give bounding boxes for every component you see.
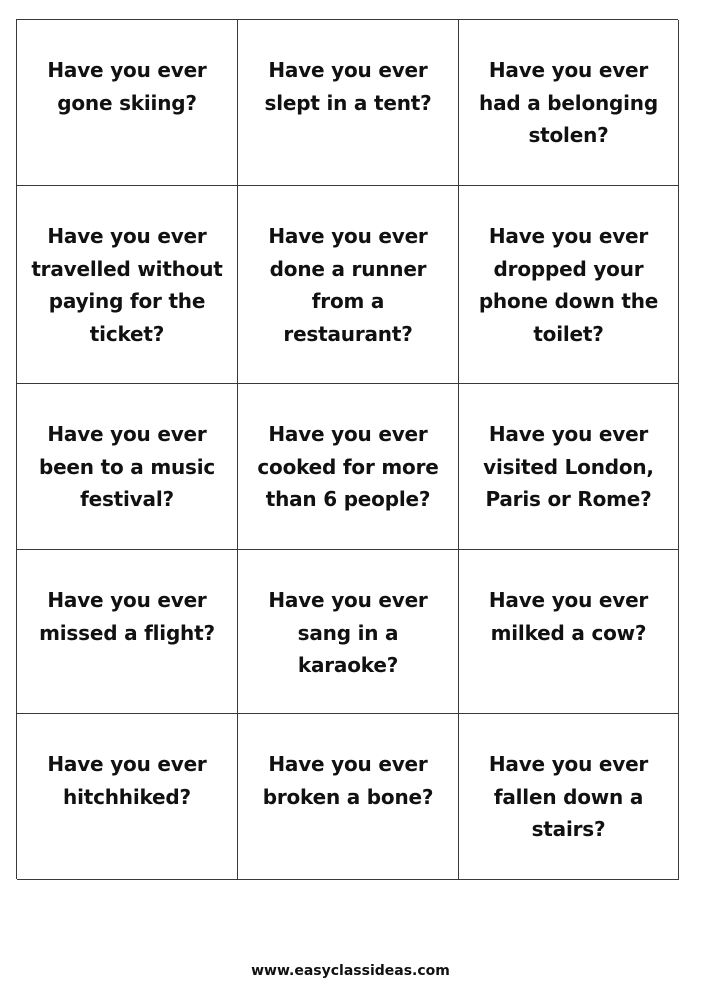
question-card <box>17 384 238 550</box>
question-card-text: Have you ever fallen down a stairs? <box>488 752 649 841</box>
question-card-text: Have you ever gone skiing? <box>47 58 207 115</box>
question-card <box>459 550 679 714</box>
question-card-text: Have you ever missed a flight? <box>39 588 215 645</box>
question-card-text: Have you ever had a belonging stolen? <box>479 58 658 147</box>
question-card <box>459 714 679 880</box>
question-card <box>17 714 238 880</box>
question-card-text: Have you ever travelled without paying for the ticket? <box>31 224 223 346</box>
question-card-text: Have you ever sang in a karaoke? <box>268 588 428 677</box>
question-card <box>17 186 238 384</box>
question-card-text: Have you ever hitchhiked? <box>47 752 207 809</box>
footer-website: www.easyclassideas.com <box>251 963 450 979</box>
question-card-text: Have you ever broken a bone? <box>262 752 434 809</box>
question-card <box>238 20 459 186</box>
question-card <box>459 384 679 550</box>
question-card <box>459 186 679 384</box>
question-card <box>238 714 459 880</box>
question-card <box>238 384 459 550</box>
question-card <box>238 186 459 384</box>
question-card <box>238 550 459 714</box>
question-card <box>17 20 238 186</box>
question-card-text: Have you ever slept in a tent? <box>264 58 432 115</box>
question-card-text: Have you ever dropped your phone down the toilet? <box>478 224 659 346</box>
question-card-text: Have you ever done a runner from a restaurant? <box>268 224 428 346</box>
question-card-text: Have you ever milked a cow? <box>488 588 649 645</box>
question-card-text: Have you ever been to a music festival? <box>38 422 216 511</box>
question-card <box>459 20 679 186</box>
question-card-grid <box>16 19 678 879</box>
question-card <box>17 550 238 714</box>
question-card-text: Have you ever visited London, Paris or Rome? <box>483 422 654 511</box>
question-card-text: Have you ever cooked for more than 6 people? <box>257 422 439 511</box>
